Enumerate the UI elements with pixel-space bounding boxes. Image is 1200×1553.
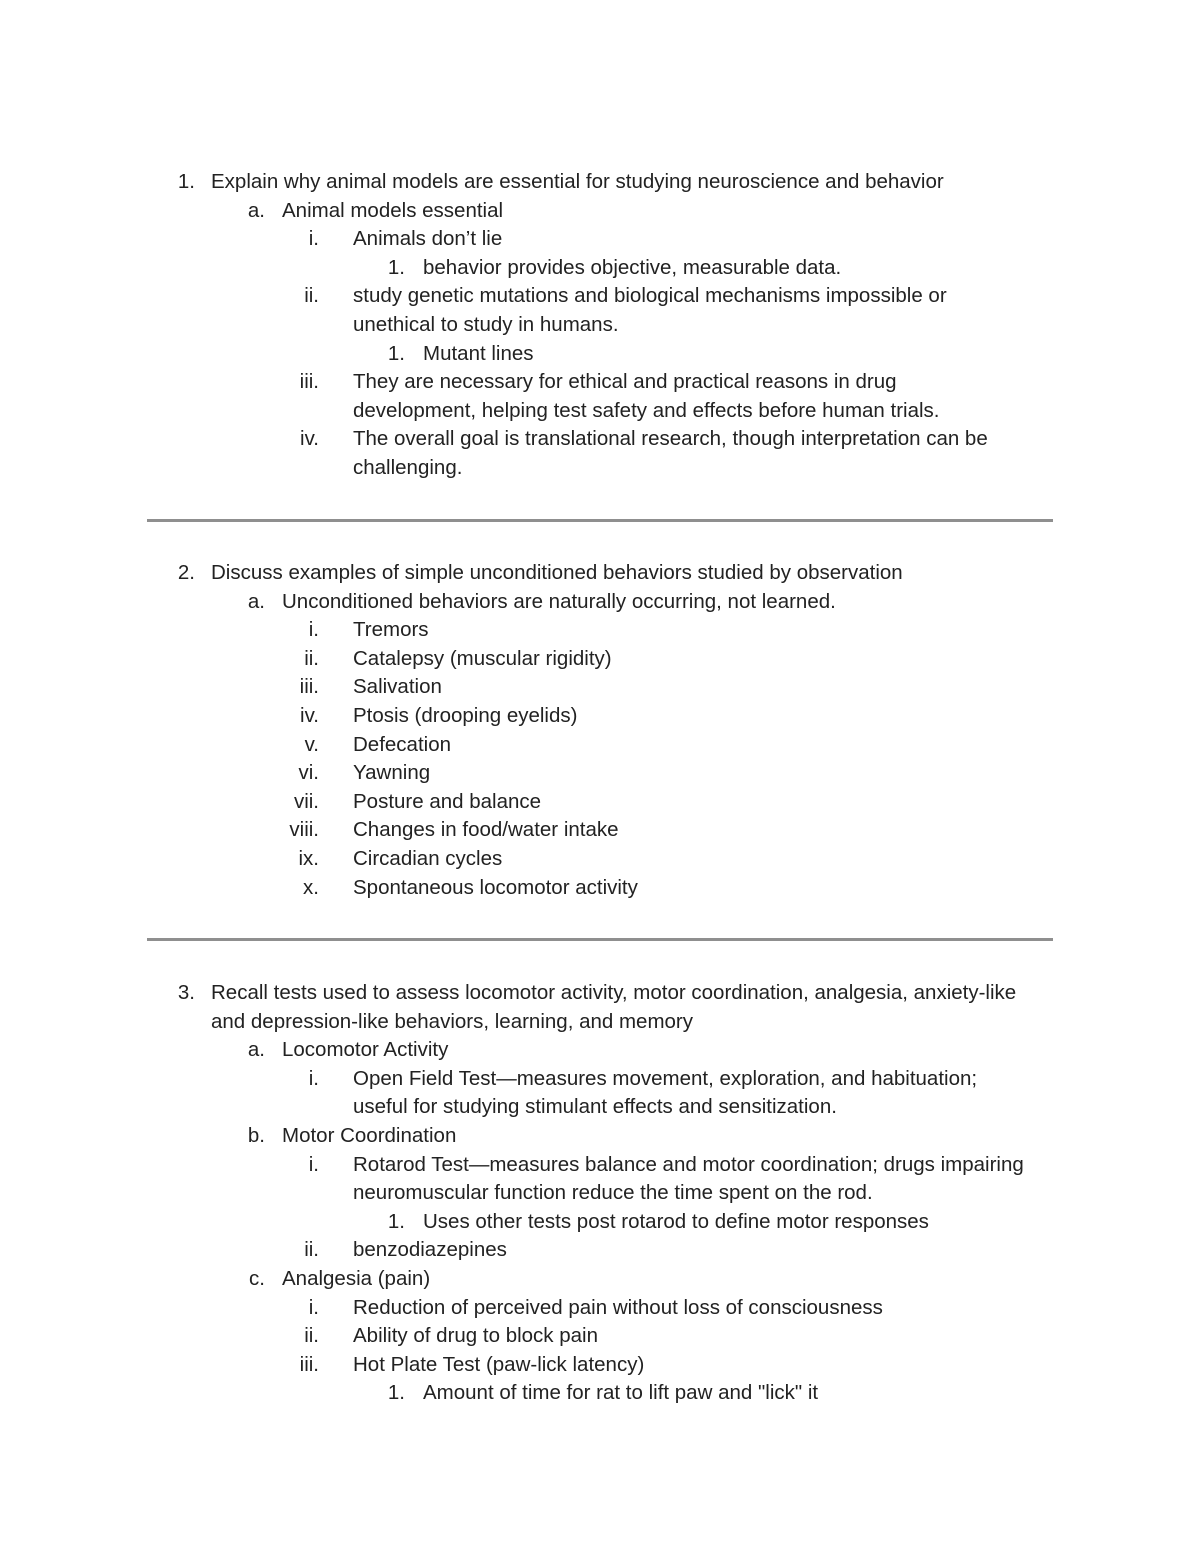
list-marker: 1. [387, 1381, 405, 1405]
list-item-text: Explain why animal models are essential for studying neuroscience and behavior [211, 170, 944, 193]
list-marker: x. [303, 875, 319, 899]
list-item [0, 731, 1200, 760]
list-item-text: Analgesia (pain) [282, 1266, 431, 1290]
list-item [0, 645, 1200, 674]
list-marker: 3. [177, 981, 195, 1004]
list-item [0, 979, 1200, 1008]
list-item-text: Ability of drug to block pain [353, 1324, 598, 1348]
list-marker: 1. [387, 255, 405, 279]
list-item-continuation [0, 1179, 1200, 1208]
list-marker: a. [247, 1038, 265, 1062]
list-item-text: Unconditioned behaviors are naturally occurring, not learned. [282, 589, 836, 613]
list-item [0, 1036, 1200, 1065]
list-marker: ii. [304, 1238, 319, 1262]
list-marker: 1. [177, 170, 195, 193]
list-item [0, 1294, 1200, 1323]
list-marker: 1. [387, 1209, 405, 1233]
list-item [0, 702, 1200, 731]
list-item-continuation [0, 454, 1200, 483]
list-item-text: Posture and balance [353, 789, 542, 813]
list-item [0, 1151, 1200, 1180]
list-item [0, 788, 1200, 817]
list-marker: viii. [289, 818, 319, 842]
list-item [0, 1265, 1200, 1294]
list-item [0, 1208, 1200, 1237]
list-marker: i. [308, 1066, 319, 1090]
list-item-continuation [0, 1008, 1200, 1037]
list-marker: vii. [293, 789, 319, 813]
list-item [0, 168, 1200, 197]
list-item-text: Uses other tests post rotarod to define motor responses [423, 1209, 929, 1233]
list-item-text: Circadian cycles [353, 846, 503, 870]
list-item-text: Motor Coordination [282, 1123, 457, 1147]
list-item [0, 425, 1200, 454]
list-marker: iii. [299, 1352, 319, 1376]
list-item-continuation [0, 311, 1200, 340]
list-item-text: Spontaneous locomotor activity [353, 875, 638, 899]
list-marker: b. [247, 1123, 265, 1147]
list-item-text-continued: unethical to study in humans. [353, 312, 619, 336]
list-item [0, 845, 1200, 874]
list-marker: c. [249, 1266, 265, 1290]
list-marker: 1. [387, 341, 405, 365]
list-item [0, 1236, 1200, 1265]
list-item-text-continued: and depression-like behaviors, learning, and memory [211, 1009, 694, 1033]
list-marker: i. [308, 1295, 319, 1319]
list-item [0, 673, 1200, 702]
list-marker: iii. [299, 370, 319, 394]
list-item-text: Defecation [353, 732, 452, 756]
list-item [0, 282, 1200, 311]
section-1 [0, 168, 1200, 483]
list-item-text: They are necessary for ethical and practical reasons in drug [353, 370, 897, 394]
list-item [0, 759, 1200, 788]
list-item-text: Discuss examples of simple unconditioned behaviors studied by observation [211, 561, 903, 584]
list-item [0, 225, 1200, 254]
list-item [0, 368, 1200, 397]
list-item [0, 588, 1200, 617]
horizontal-divider [147, 938, 1053, 941]
list-marker: ii. [304, 646, 319, 670]
list-item-text: Changes in food/water intake [353, 818, 619, 842]
list-item-text: Hot Plate Test (paw-lick latency) [353, 1352, 645, 1376]
list-marker: iii. [299, 675, 319, 699]
list-marker: i. [308, 618, 319, 642]
list-marker: v. [304, 732, 319, 756]
list-item-continuation [0, 1093, 1200, 1122]
list-item-text-continued: challenging. [353, 455, 463, 479]
list-item-text: Animal models essential [282, 198, 504, 222]
list-item-text: benzodiazepines [353, 1238, 507, 1262]
list-item [0, 874, 1200, 903]
list-item-text: Rotarod Test—measures balance and motor coordination; drugs impairing [353, 1152, 1024, 1176]
list-marker: iv. [300, 427, 319, 451]
list-item [0, 1122, 1200, 1151]
list-item-text: Amount of time for rat to lift paw and "lick" it [423, 1381, 819, 1405]
list-item [0, 340, 1200, 369]
list-item-text: Mutant lines [423, 341, 534, 365]
list-item-text-continued: development, helping test safety and effects before human trials. [353, 398, 940, 422]
list-marker: ii. [304, 1324, 319, 1348]
horizontal-divider [147, 519, 1053, 522]
list-item-text: Yawning [353, 761, 431, 785]
list-item-text: study genetic mutations and biological mechanisms impossible or [353, 284, 947, 308]
section-2 [0, 559, 1200, 902]
list-item-text: Catalepsy (muscular rigidity) [353, 646, 612, 670]
list-marker: i. [308, 227, 319, 251]
list-item-text: Animals don’t lie [353, 227, 503, 251]
list-item [0, 616, 1200, 645]
list-item [0, 1322, 1200, 1351]
list-item-text-continued: useful for studying stimulant effects and sensitization. [353, 1095, 837, 1119]
list-item-text-continued: neuromuscular function reduce the time spent on the rod. [353, 1181, 873, 1205]
list-item [0, 1379, 1200, 1408]
list-item-text: Salivation [353, 675, 442, 699]
list-item [0, 1065, 1200, 1094]
list-item [0, 197, 1200, 226]
list-item [0, 1351, 1200, 1380]
list-item-text: Tremors [353, 618, 429, 642]
list-item-text: Ptosis (drooping eyelids) [353, 703, 578, 727]
list-item [0, 559, 1200, 588]
list-marker: a. [247, 589, 265, 613]
section-3 [0, 979, 1200, 1408]
list-marker: ii. [304, 284, 319, 308]
list-marker: a. [247, 198, 265, 222]
list-marker: ix. [298, 846, 319, 870]
list-item-text: Locomotor Activity [282, 1038, 449, 1062]
list-item-continuation [0, 397, 1200, 426]
list-item [0, 254, 1200, 283]
list-item-text: Reduction of perceived pain without loss of consciousness [353, 1295, 883, 1319]
list-marker: vi. [298, 761, 319, 785]
list-item-text: behavior provides objective, measurable data. [423, 255, 842, 279]
list-marker: 2. [177, 561, 195, 584]
list-marker: iv. [300, 703, 319, 727]
list-item-text: Recall tests used to assess locomotor activity, motor coordination, analgesia, anxiety-like [211, 981, 1017, 1004]
list-item-text: Open Field Test—measures movement, exploration, and habituation; [353, 1066, 978, 1090]
list-item-text: The overall goal is translational research, though interpretation can be [353, 427, 988, 451]
list-item [0, 816, 1200, 845]
list-marker: i. [308, 1152, 319, 1176]
